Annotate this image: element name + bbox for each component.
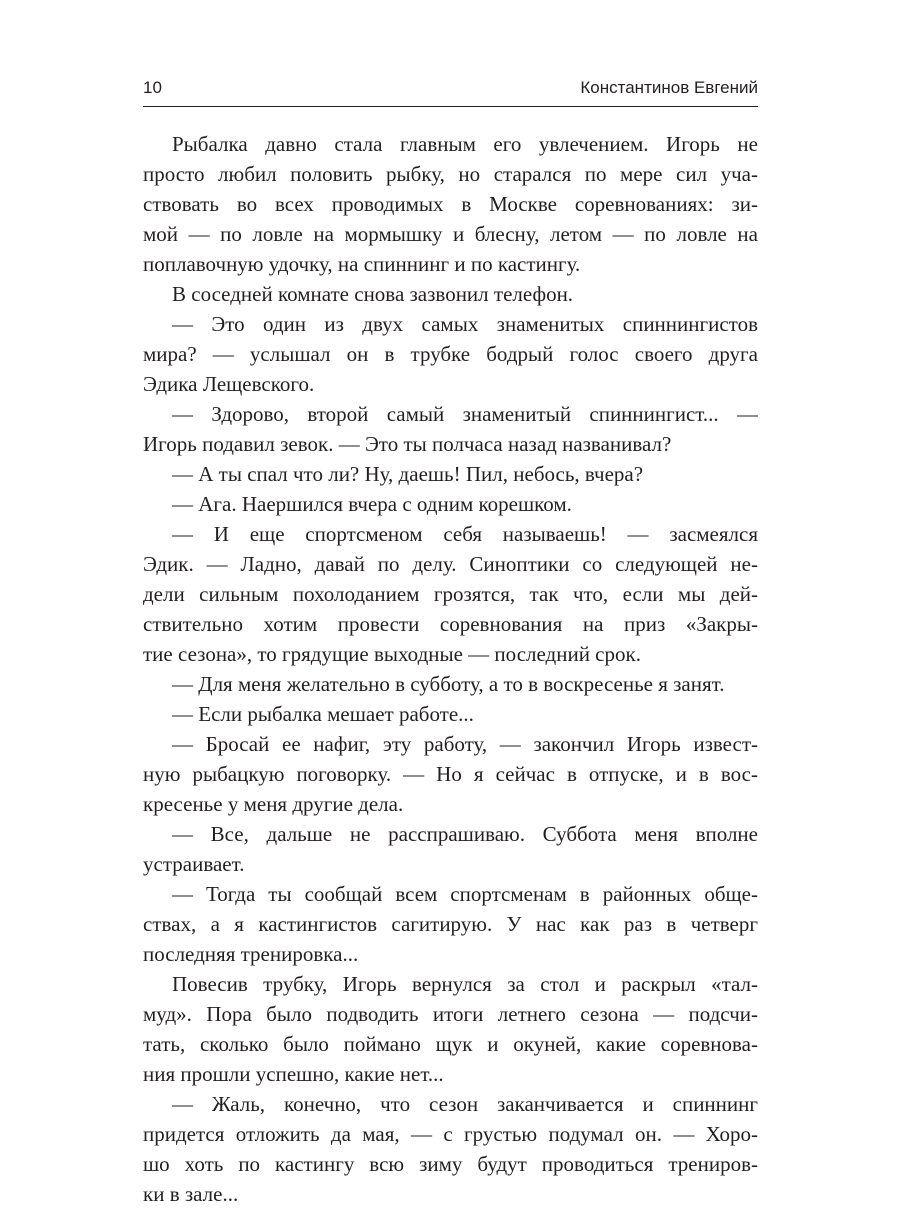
text-line: Эдика Лещевского.: [143, 372, 315, 396]
text-line: В соседней комнате снова зазвонил телефон.: [172, 282, 574, 306]
text-line: ния прошли успешно, какие нет...: [143, 1062, 444, 1086]
text-line: — Для меня желательно в субботу, а то в воскресенье я занят.: [172, 672, 725, 696]
text-line: ствах, а я кастингистов сагитирую. У нас как раз в четверг: [143, 912, 758, 936]
text-line: ную рыбацкую поговорку. — Но я сейчас в отпуске, и в вос-: [143, 762, 758, 786]
text-line: тие сезона», то грядущие выходные — последний срок.: [143, 642, 641, 666]
text-line: — Все, дальше не расспрашиваю. Суббота меня вполне: [172, 822, 758, 846]
text-line: ки в зале...: [143, 1182, 239, 1206]
page-number: 10: [143, 78, 162, 97]
text-line: — И еще спортсменом себя называешь! — засмеялся: [172, 522, 758, 546]
text-line: мира? — услышал он в трубке бодрый голос своего друга: [143, 342, 758, 366]
text-line: — Если рыбалка мешает работе...: [172, 702, 474, 726]
text-line: Эдик. — Ладно, давай по делу. Синоптики со следующей не-: [143, 552, 758, 576]
text-line: — Здорово, второй самый знаменитый спиннингист... —: [172, 402, 758, 426]
text-line: — Тогда ты сообщай всем спортсменам в районных обще-: [172, 882, 758, 906]
text-line: — А ты спал что ли? Ну, даешь! Пил, небось, вчера?: [172, 462, 644, 486]
text-line: просто любил половить рыбку, но старался по мере сил уча-: [143, 162, 758, 186]
text-line: муд». Пора было подводить итоги летнего сезона — подсчи-: [143, 1002, 758, 1026]
text-line: тать, сколько было поймано щук и окуней, какие соревнова-: [143, 1032, 758, 1056]
text-line: мой — по ловле на мормышку и блесну, летом — по ловле на: [143, 222, 758, 246]
text-line: кресенье у меня другие дела.: [143, 792, 404, 816]
running-head-author: Константинов Евгений: [580, 78, 758, 97]
text-line: придется отложить да мая, — с грустью подумал он. — Хоро-: [143, 1122, 758, 1146]
text-line: — Ага. Наершился вчера с одним корешком.: [172, 492, 572, 516]
text-line: — Это один из двух самых знаменитых спиннингистов: [172, 312, 758, 336]
text-line: устраивает.: [143, 852, 245, 876]
text-line: Рыбалка давно стала главным его увлечением. Игорь не: [172, 132, 758, 156]
text-line: последняя тренировка...: [143, 942, 359, 966]
text-line: ствовать во всех проводимых в Москве соревнованиях: зи-: [143, 192, 758, 216]
running-head: [143, 72, 758, 107]
text-line: поплавочную удочку, на спиннинг и по кастингу.: [143, 252, 581, 276]
text-line: Игорь подавил зевок. — Это ты полчаса назад названивал?: [143, 432, 672, 456]
text-line: шо хоть по кастингу всю зиму будут проводиться трениров-: [143, 1152, 758, 1176]
text-line: — Жаль, конечно, что сезон заканчивается и спиннинг: [172, 1092, 758, 1116]
text-line: Повесив трубку, Игорь вернулся за стол и раскрыл «тал-: [172, 972, 758, 996]
text-line: ствительно хотим провести соревнования на приз «Закры-: [143, 612, 758, 636]
text-line: — Бросай ее нафиг, эту работу, — закончил Игорь извест-: [172, 732, 758, 756]
text-line: дели сильным похолоданием грозятся, так что, если мы дей-: [143, 582, 758, 606]
body-text: [143, 129, 758, 1209]
